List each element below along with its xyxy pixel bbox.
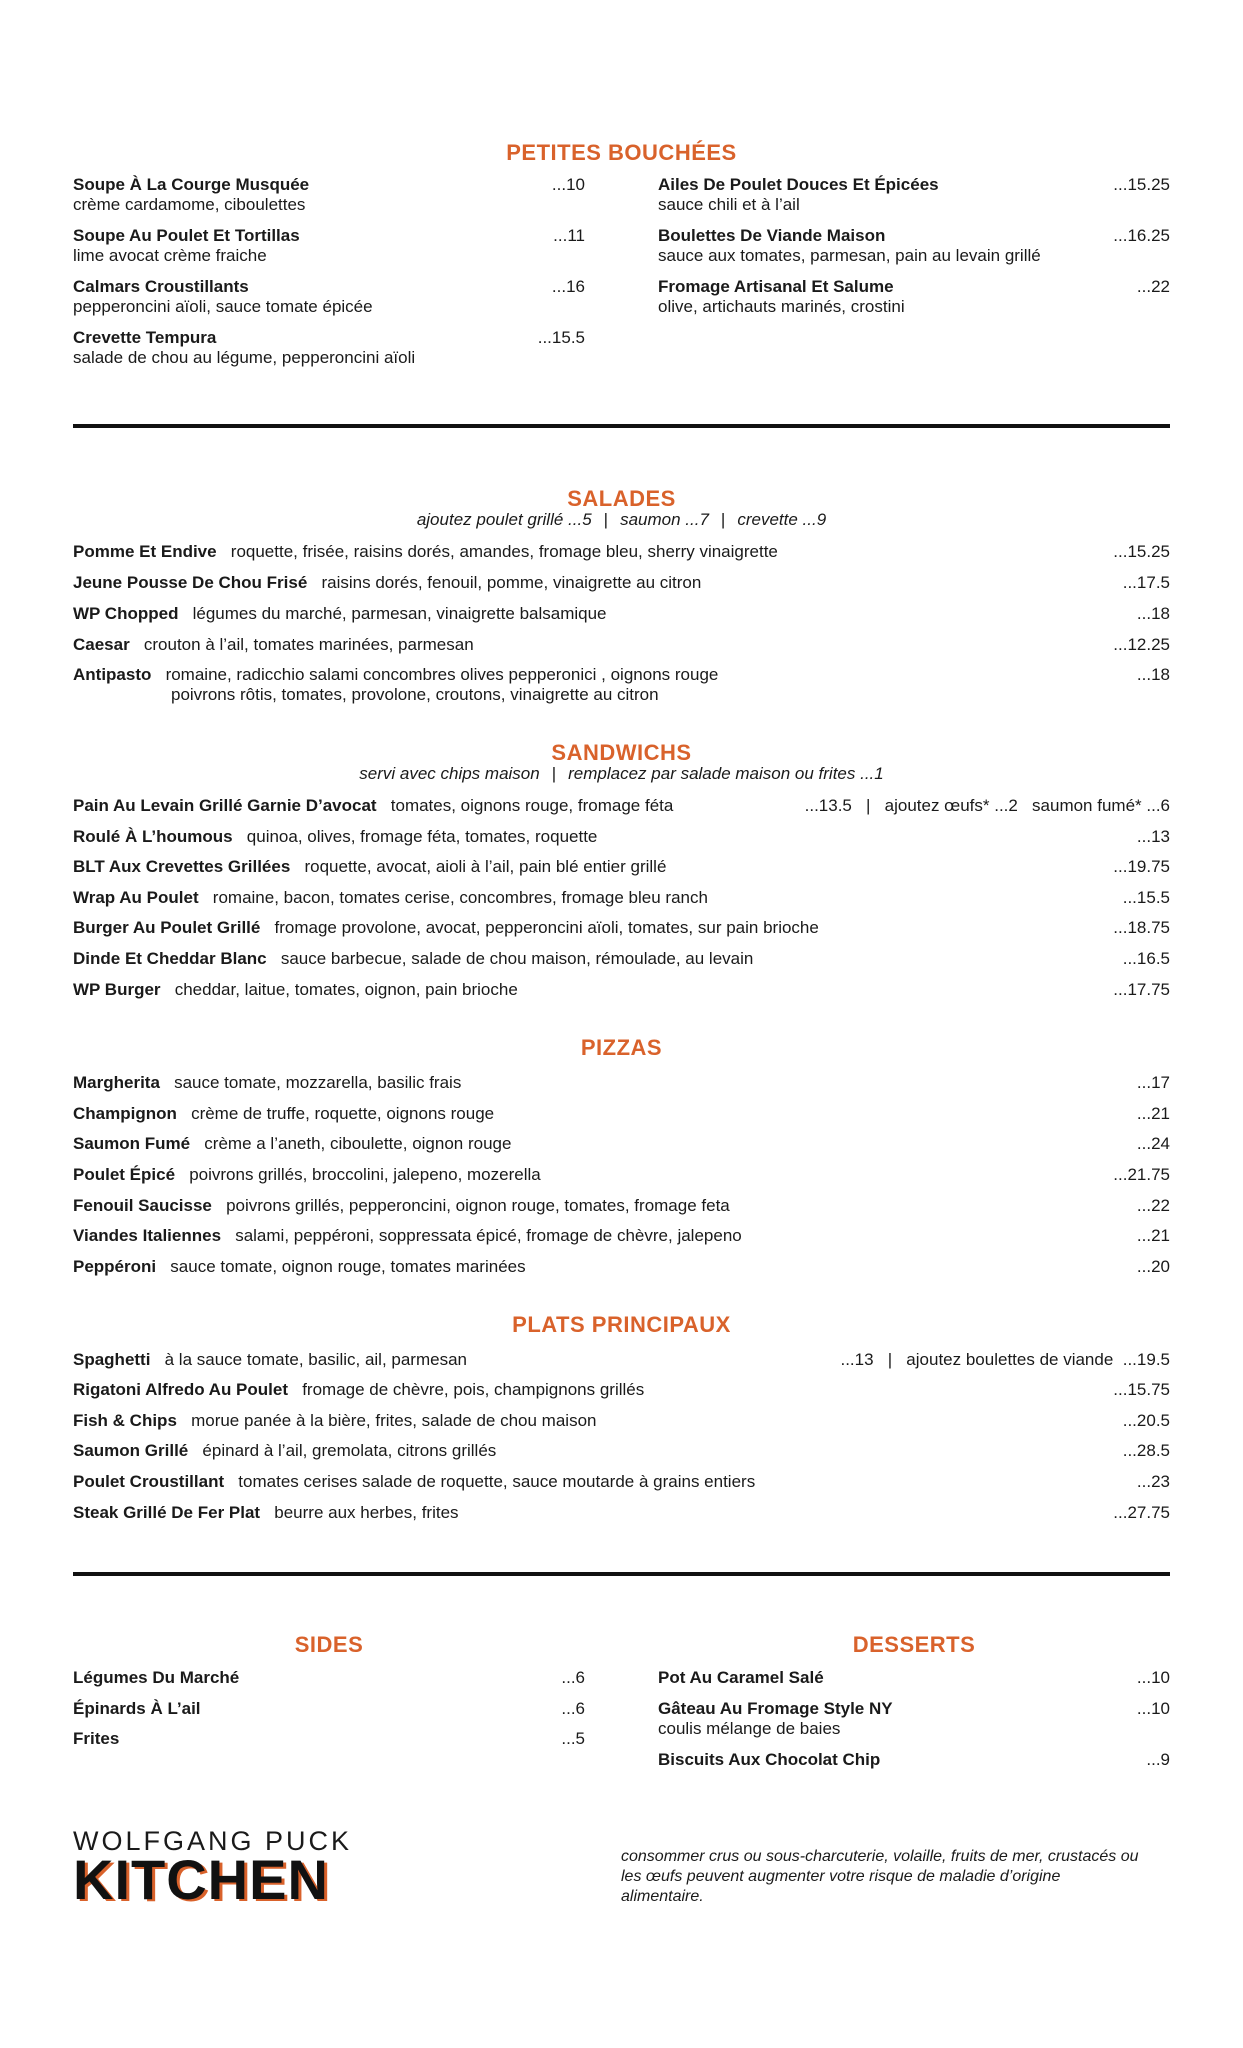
item-name: Soupe À La Courge Musquée [73,175,310,194]
plats-item [73,1411,1170,1431]
item-name: Margherita [73,1073,160,1092]
item-name: WP Burger [73,980,161,999]
addon: saumon ...7 [620,510,709,529]
food-safety-disclaimer: consommer crus ou sous-charcuterie, volaille, fruits de mer, crustacés ou les œufs peuvent augmenter votre risque de maladie d’origine alimentaire. [621,1848,1139,1905]
item-desc: coulis mélange de baies [658,1719,841,1738]
item-price: ...15.25 [1113,175,1170,194]
item-desc: tomates cerises salade de roquette, sauce moutarde à grains entiers [238,1472,756,1491]
item-desc: fromage provolone, avocat, pepperoncini aïoli, tomates, sur pain brioche [274,918,819,937]
section-divider [73,1572,1170,1576]
pizzas-item [73,1104,1170,1124]
item-price: ...17.75 [1113,980,1170,999]
item-name: Spaghetti [73,1350,151,1369]
addon: crevette ...9 [737,510,827,529]
item-desc: poivrons grillés, pepperoncini, oignon rouge, tomates, fromage feta [226,1196,730,1215]
sandwichs-addons: servi avec chips maison | remplacez par salade maison ou frites ...1 [359,764,884,783]
item-desc: pepperoncini aïoli, sauce tomate épicée [73,297,373,316]
item-name: Pot Au Caramel Salé [658,1668,824,1687]
logo-wolfgang-puck: WOLFGANG PUCK [73,1826,353,1856]
desserts-item [658,1668,1170,1688]
sandwichs-item [73,827,1170,847]
item-desc: cheddar, laitue, tomates, oignon, pain brioche [174,980,518,999]
salades-addons: ajoutez poulet grillé ...5 | saumon ...7 | crevette ...9 [416,510,827,529]
item-price: ...12.25 [1113,635,1170,654]
plats-item [73,1441,1170,1461]
pizzas-item [73,1073,1170,1093]
petites-item [658,277,1170,317]
item-price: ...15.5 [1122,888,1170,907]
plats-heading: PLATS PRINCIPAUX [512,1312,731,1337]
item-name: Jeune Pousse De Chou Frisé [73,573,308,592]
item-desc: crouton à l’ail, tomates marinées, parmesan [143,635,474,654]
sandwichs-item [73,980,1170,1000]
pizzas-item [73,1257,1170,1277]
item-name: Wrap Au Poulet [73,888,199,907]
item-price: ...18 [1136,665,1170,684]
item-name: Champignon [73,1104,177,1123]
item-price: ...16 [551,277,585,296]
item-name: Steak Grillé De Fer Plat [73,1503,261,1522]
petites-item [73,277,585,317]
salades-item [73,573,1170,593]
item-name: Caesar [73,635,130,654]
petites-item [73,175,585,215]
item-desc: poivrons grillés, broccolini, jalepeno, mozerella [189,1165,541,1184]
plats-item [73,1350,1170,1370]
addon: servi avec chips maison [359,764,540,783]
item-name: Viandes Italiennes [73,1226,222,1245]
item-name: Peppéroni [73,1257,157,1276]
item-name: BLT Aux Crevettes Grillées [73,857,291,876]
item-name: Légumes Du Marché [73,1668,240,1687]
logo-kitchen: KITCHEN [73,1848,329,1911]
item-name: Poulet Croustillant [73,1472,225,1491]
item-price: ...20 [1136,1257,1170,1276]
item-name: Fenouil Saucisse [73,1196,212,1215]
item-desc: sauce chili et à l’ail [658,195,800,214]
item-price: ...27.75 [1113,1503,1170,1522]
item-desc: romaine, radicchio salami concombres olives pepperonici , oignons rouge [165,665,719,684]
item-desc: sauce barbecue, salade de chou maison, rémoulade, au levain [280,949,754,968]
sandwichs-item [73,949,1170,969]
item-name: Antipasto [73,665,152,684]
item-desc: roquette, avocat, aioli à l’ail, pain blé entier grillé [304,857,667,876]
item-name: Pain Au Levain Grillé Garnie D’avocat [73,796,377,815]
item-price: ...15.5 [537,328,585,347]
item-desc: à la sauce tomate, basilic, ail, parmesan [164,1350,467,1369]
plats-item [73,1472,1170,1492]
item-name: Frites [73,1729,120,1748]
item-price: ...17.5 [1122,573,1170,592]
item-name: Dinde Et Cheddar Blanc [73,949,267,968]
item-price: ...10 [551,175,585,194]
item-desc: sauce tomate, mozzarella, basilic frais [174,1073,462,1092]
sandwichs-heading: SANDWICHS [551,740,692,765]
item-name: Biscuits Aux Chocolat Chip [658,1750,881,1769]
item-name: Calmars Croustillants [73,277,249,296]
item-price: ...18.75 [1113,918,1170,937]
item-desc: romaine, bacon, tomates cerise, concombres, fromage bleu ranch [212,888,708,907]
petites-item [73,226,585,266]
item-desc: crème a l’aneth, ciboulette, oignon rouge [204,1134,512,1153]
item-desc: salami, peppéroni, soppressata épicé, fromage de chèvre, jalepeno [235,1226,742,1245]
sandwichs-item [73,918,1170,938]
item-desc: beurre aux herbes, frites [274,1503,459,1522]
item-name: Soupe Au Poulet Et Tortillas [73,226,300,245]
section-divider [73,424,1170,428]
item-desc: crème de truffe, roquette, oignons rouge [191,1104,495,1123]
item-price: ...19.75 [1113,857,1170,876]
item-name: Crevette Tempura [73,328,217,347]
sandwichs-item [73,888,1170,908]
item-price: ...10 [1136,1699,1170,1718]
item-name: Gâteau Au Fromage Style NY [658,1699,893,1718]
item-price: ...21.75 [1113,1165,1170,1184]
item-name: Burger Au Poulet Grillé [73,918,261,937]
item-desc: morue panée à la bière, frites, salade de chou maison [191,1411,597,1430]
sandwichs-item [73,796,1170,816]
desserts-item [658,1750,1170,1770]
item-price-options: ...13 | ajoutez boulettes de viande ...19.5 [840,1350,1170,1369]
addon: ajoutez poulet grillé ...5 [416,510,592,529]
pizzas-item [73,1196,1170,1216]
item-name: Saumon Fumé [73,1134,191,1153]
salades-item [73,665,1170,705]
item-price-options: ...13.5 | ajoutez œufs* ...2 saumon fumé* ...6 [804,796,1170,815]
item-price: ...22 [1136,277,1170,296]
item-price: ...6 [561,1699,585,1718]
pizzas-item [73,1165,1170,1185]
item-name: Fromage Artisanal Et Salume [658,277,894,296]
pizzas-heading: PIZZAS [580,1035,663,1060]
item-price: ...17 [1136,1073,1170,1092]
item-price: ...15.75 [1113,1380,1170,1399]
salades-item [73,542,1170,562]
item-desc: légumes du marché, parmesan, vinaigrette balsamique [192,604,607,623]
petites-item [658,226,1170,266]
item-price: ...16.25 [1113,226,1170,245]
item-price: ...22 [1136,1196,1170,1215]
item-name: Pomme Et Endive [73,542,217,561]
item-desc: sauce tomate, oignon rouge, tomates marinées [170,1257,526,1276]
item-name: Roulé À L’houmous [73,827,233,846]
item-price: ...21 [1136,1226,1170,1245]
item-price: ...10 [1136,1668,1170,1687]
item-desc: épinard à l’ail, gremolata, citrons grillés [202,1441,497,1460]
salades-heading: SALADES [567,486,676,511]
salades-item [73,604,1170,624]
item-desc: sauce aux tomates, parmesan, pain au levain grillé [658,246,1041,265]
item-desc: tomates, oignons rouge, fromage féta [390,796,674,815]
item-desc: salade de chou au légume, pepperoncini aïoli [73,348,416,367]
item-price: ...21 [1136,1104,1170,1123]
item-desc: olive, artichauts marinés, crostini [658,297,905,316]
item-desc: quinoa, olives, fromage féta, tomates, roquette [246,827,598,846]
item-price: ...24 [1136,1134,1170,1153]
sandwichs-item [73,857,1170,877]
item-name: WP Chopped [73,604,179,623]
sides-heading: SIDES [294,1632,364,1657]
sides-item [73,1668,585,1688]
sides-item [73,1729,585,1749]
addon: remplacez par salade maison ou frites ...1 [568,764,884,783]
item-price: ...18 [1136,604,1170,623]
item-desc: fromage de chèvre, pois, champignons grillés [302,1380,645,1399]
item-name: Fish & Chips [73,1411,177,1430]
item-price: ...13 [1136,827,1170,846]
petites-heading: PETITES BOUCHÉES [506,140,737,165]
item-price: ...28.5 [1122,1441,1170,1460]
item-price: ...6 [561,1668,585,1687]
item-desc: lime avocat crème fraiche [73,246,267,265]
petites-item [73,328,585,368]
item-price: ...16.5 [1122,949,1170,968]
item-name: Ailes De Poulet Douces Et Épicées [658,175,939,194]
item-price: ...20.5 [1122,1411,1170,1430]
desserts-heading: DESSERTS [852,1632,976,1657]
pizzas-item [73,1226,1170,1246]
item-desc-continued: poivrons rôtis, tomates, provolone, croutons, vinaigrette au citron [171,685,659,704]
item-name: Boulettes De Viande Maison [658,226,886,245]
salades-item [73,635,1170,655]
item-name: Rigatoni Alfredo Au Poulet [73,1380,289,1399]
item-desc: roquette, frisée, raisins dorés, amandes, fromage bleu, sherry vinaigrette [230,542,778,561]
item-name: Saumon Grillé [73,1441,189,1460]
item-price: ...23 [1136,1472,1170,1491]
item-name: Épinards À L’ail [73,1699,201,1718]
item-price: ...11 [553,226,585,245]
item-desc: crème cardamome, ciboulettes [73,195,306,214]
menu-page [73,0,1170,2048]
item-name: Poulet Épicé [73,1165,176,1184]
desserts-item [658,1699,1170,1739]
item-price: ...9 [1146,1750,1170,1769]
sides-item [73,1699,585,1719]
item-price: ...15.25 [1113,542,1170,561]
plats-item [73,1503,1170,1523]
pizzas-item [73,1134,1170,1154]
plats-item [73,1380,1170,1400]
item-price: ...5 [561,1729,585,1748]
petites-item [658,175,1170,215]
item-desc: raisins dorés, fenouil, pomme, vinaigrette au citron [321,573,702,592]
